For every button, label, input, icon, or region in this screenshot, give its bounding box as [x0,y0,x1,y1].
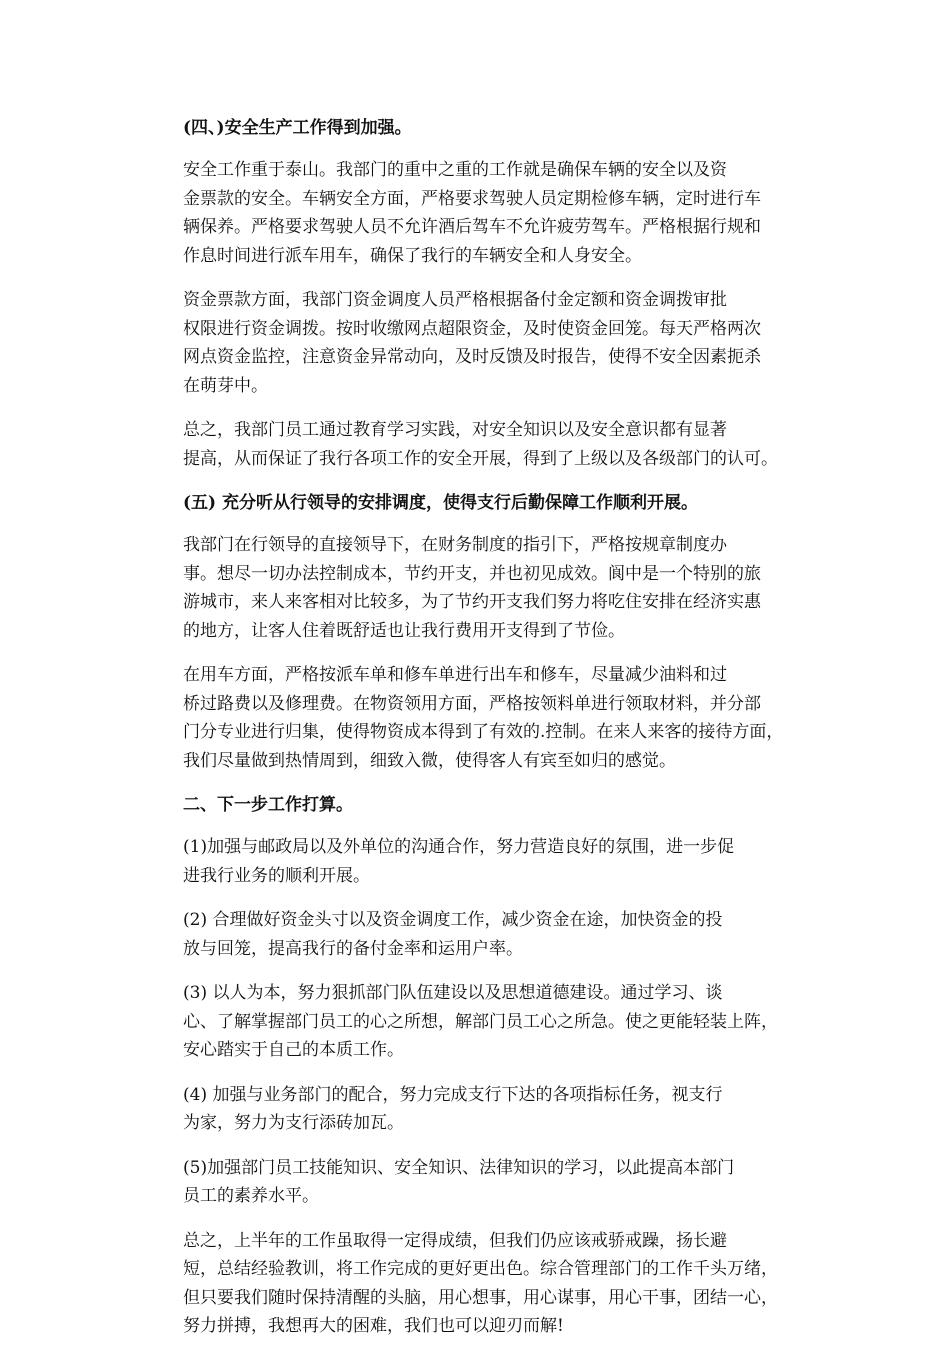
next-step-item-5 [145,1154,813,1211]
text-line: 为家，努力为支行添砖加瓦。 [183,1113,404,1133]
text-line: 放与回笼，提高我行的备付金率和运用户率。 [183,938,523,959]
text-line: 权限进行资金调拨。按时收缴网点超限资金，及时使资金回笼。每天严格两次 [183,318,761,339]
section-heading-5: (五) 充分听从行领导的安排调度，使得支行后勤保障工作顺利开展。 [183,493,699,513]
text-line: 进我行业务的顺利开展。 [183,865,370,886]
document-page [145,104,813,1357]
conclusion-paragraph [145,1227,813,1341]
text-line: 资金票款方面，我部门资金调度人员严格根据备付金定额和资金调拨审批 [183,290,727,310]
text-line: 安全工作重于泰山。我部门的重中之重的工作就是确保车辆的安全以及资 [183,160,727,180]
next-step-item-4 [145,1081,813,1138]
text-line: 努力拼搏，我想再大的困难，我们也可以迎刃而解! [183,1316,564,1336]
next-step-item-2 [145,906,813,963]
paragraph-cost-control [145,531,813,645]
text-line: (3) 以人为本，努力狠抓部门队伍建设以及思想道德建设。通过学习、谈 [183,983,723,1003]
paragraph-safety-summary [145,416,813,473]
text-line: 但只要我们随时保持清醒的头脑，用心想事，用心谋事，用心干事，团结一心， [183,1287,778,1308]
text-line: 心、了解掌握部门员工的心之所想，解部门员工心之所急。使之更能轻装上阵， [183,1011,778,1032]
text-line: 门分专业进行归集，使得物资成本得到了有效的.控制。在来人来客的接待方面， [183,722,784,742]
text-line: 金票款的安全。车辆安全方面，严格要求驾驶人员定期检修车辆，定时进行车 [183,188,761,209]
text-line: 事。想尽一切办法控制成本，节约开支，并也初见成效。阆中是一个特别的旅 [183,563,761,584]
paragraph-vehicle-materials [145,661,813,775]
text-line: 游城市，来人来客相对比较多，为了节约开支我们努力将吃住安排在经济实惠 [183,592,761,612]
next-step-item-3 [145,979,813,1065]
text-line: (2) 合理做好资金头寸以及资金调度工作，减少资金在途，加快资金的投 [183,910,723,930]
text-line: 在萌芽中。 [183,375,268,396]
text-line: 网点资金监控，注意资金异常动向，及时反馈及时报告，使得不安全因素扼杀 [183,347,761,367]
section-heading-4: (四、)安全生产工作得到加强。 [183,118,412,138]
text-line: 提高，从而保证了我行各项工作的安全开展，得到了上级以及各级部门的认可。 [183,448,778,469]
text-line: (4) 加强与业务部门的配合，努力完成支行下达的各项指标任务，视支行 [183,1084,723,1105]
next-steps-heading: 二、下一步工作打算。 [183,795,353,815]
paragraph-funds-safety [145,286,813,400]
next-step-item-1 [145,833,813,890]
text-line: 短，总结经验教训，将工作完成的更好更出色。综合管理部门的工作千头万绪， [183,1259,778,1279]
text-line: (1)加强与邮政局以及外单位的沟通合作，努力营造良好的氛围，进一步促 [183,837,735,857]
text-line: 我们尽量做到热情周到，细致入微，使得客人有宾至如归的感觉。 [183,750,676,771]
text-line: 在用车方面，严格按派车单和修车单进行出车和修车，尽量减少油料和过 [183,665,727,685]
text-line: 我部门在行领导的直接领导下，在财务制度的指引下，严格按规章制度办 [183,535,727,555]
text-line: (5)加强部门员工技能知识、安全知识、法律知识的学习，以此提高本部门 [183,1157,735,1178]
text-line: 总之，我部门员工通过教育学习实践，对安全知识以及安全意识都有显著 [183,420,727,440]
text-line: 总之，上半年的工作虽取得一定得成绩，但我们仍应该戒骄戒躁，扬长避 [183,1230,727,1251]
text-line: 桥过路费以及修理费。在物资领用方面，严格按领料单进行领取材料，并分部 [183,693,761,714]
text-line: 辆保养。严格要求驾驶人员不允许酒后驾车不允许疲劳驾车。严格根据行规和 [183,217,761,237]
text-line: 员工的素养水平。 [183,1186,319,1206]
paragraph-vehicle-safety [145,156,813,270]
text-line: 作息时间进行派车用车，确保了我行的车辆安全和人身安全。 [183,245,642,266]
text-line: 的地方，让客人住着既舒适也让我行费用开支得到了节俭。 [183,620,625,641]
text-line: 安心踏实于自己的本质工作。 [183,1040,404,1060]
